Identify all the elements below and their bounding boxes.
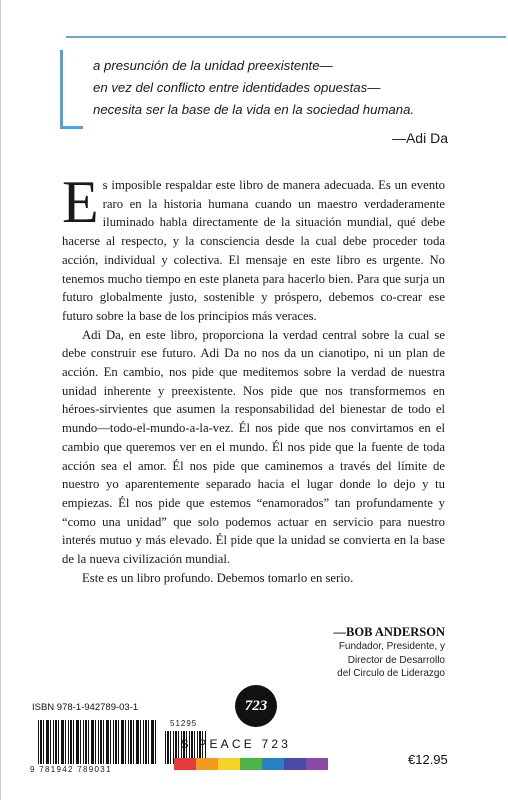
signature-title: Director de Desarrollo bbox=[347, 654, 445, 666]
quote-author: —Adi Da bbox=[391, 130, 448, 146]
rainbow-segment bbox=[284, 758, 306, 770]
page-edge bbox=[0, 0, 1, 800]
publisher-logo: 723 bbox=[235, 685, 277, 727]
rainbow-segment bbox=[262, 758, 284, 770]
barcode-addon-digits: 51295 bbox=[170, 719, 198, 728]
rainbow-segment bbox=[240, 758, 262, 770]
rainbow-segment bbox=[196, 758, 218, 770]
rainbow-bar bbox=[174, 758, 328, 770]
quote-line: en vez del conflicto entre identidades opuestas— bbox=[93, 80, 381, 95]
rainbow-segment bbox=[218, 758, 240, 770]
isbn-label: ISBN 978-1-942789-03-1 bbox=[32, 702, 139, 713]
rainbow-segment bbox=[306, 758, 328, 770]
rainbow-segment bbox=[174, 758, 196, 770]
endorsement-text bbox=[62, 169, 445, 587]
publisher-name: IS PEACE 723 bbox=[174, 737, 292, 751]
signature-name: —BOB ANDERSON bbox=[333, 625, 445, 639]
top-rule bbox=[66, 36, 506, 38]
signature-title: del Circulo de Liderazgo bbox=[337, 668, 445, 679]
signature-block bbox=[260, 625, 445, 681]
paragraph: Este es un libro profundo. Debemos tomarlo en serio. bbox=[82, 570, 354, 585]
signature-title: Fundador, Presidente, y bbox=[338, 641, 445, 652]
price-label: €12.95 bbox=[408, 752, 448, 767]
barcode-icon bbox=[38, 720, 156, 764]
paragraph: Es imposible respaldar este libro de manera adecuada. Es un evento raro en la historia humana cuando un maestro verdaderamente iluminado habla directamente de la situación mundial, qué debe hacerse al respecto, y la consciencia desde la cual debe proceder toda acción, individual y colectiva. El mensaje en este libro es urgente. No tenemos mucho tiempo en este planeta para hacerlo bien. Para que surja un futuro globalmente justo, sostenible y próspero, debemos co-crear ese futuro sobre la base de los principios más veraces. bbox=[62, 169, 445, 323]
quote-initial-l bbox=[60, 50, 83, 129]
quote-line: necesita ser la base de la vida en la sociedad humana. bbox=[93, 102, 415, 117]
epigraph-quote bbox=[93, 55, 463, 121]
barcode-digits: 9 781942 789031 bbox=[30, 765, 112, 774]
quote-line: a presunción de la unidad preexistente— bbox=[93, 58, 333, 73]
paragraph: Adi Da, en este libro, proporciona la verdad central sobre la cual se debe construir ese futuro. Adi Da no nos da un cianotipo, ni un plan de acción. En cambio, nos pide que meditemos sobre la verdad de nuestra unidad inherente y preexistente. Nos pide que nos transformemos en héroes-sirvientes que asumen la responsabilidad del bienestar de todo el mundo—todo-el-mundo-a-la-vez. Él nos pide que nos convirtamos en el cambio que queremos ver en el mundo. Él nos pide que la fuente de toda acción sea el amor. Él nos pide que caminemos a través del límite de nuestro yo aparentemente separado hacia el lugar donde lo dejo y tu empiezas. Él nos pide que estemos “enamorados” tan profundamente y “como una unidad” que solo podemos actuar en servicio para nuestro interés mutuo y más elevado. Él pide que la unidad se convierta en la base de la nueva civilización mundial. bbox=[62, 327, 445, 567]
drop-cap: E bbox=[62, 169, 99, 235]
